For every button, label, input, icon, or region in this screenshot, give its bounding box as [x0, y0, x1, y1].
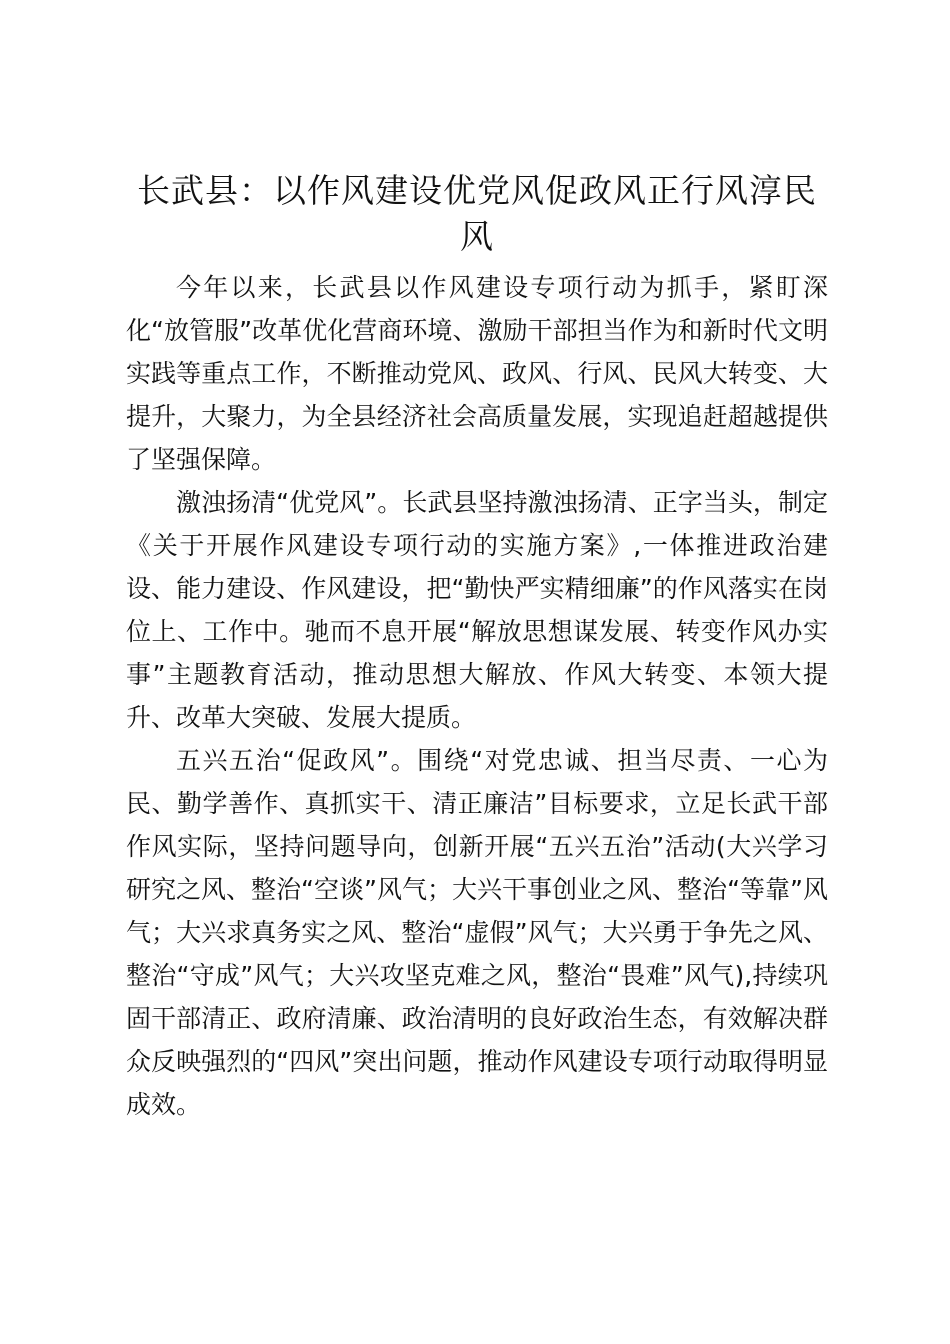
paragraph-government-style: 五兴五治“促政风”。围绕“对党忠诚、担当尽责、一心为民、勤学善作、真抓实干、清正廉洁”目标要求，立足长武干部作风实际，坚持问题导向，创新开展“五兴五治”活动(大兴学习研究之风、整治“空谈”风气；大兴干事创业之风、整治“等靠”风气；大兴求真务实之风、整治“虚假”风气；大兴勇于争先之风、整治“守成”风气；大兴攻坚克难之风，整治“畏难”风气),持续巩固干部清正、政府清廉、政治清明的良好政治生态，有效解决群众反映强烈的“四风”突出问题，推动作风建设专项行动取得明显成效。: [126, 746, 828, 1119]
paragraph-intro: 今年以来，长武县以作风建设专项行动为抓手，紧盯深化“放管服”改革优化营商环境、激励干部担当作为和新时代文明实践等重点工作，不断推动党风、政风、行风、民风大转变、大提升，大聚力，为全县经济社会高质量发展，实现追赶超越提供了坚强保障。: [126, 273, 828, 474]
paragraph-party-style: 激浊扬清“优党风”。长武县坚持激浊扬清、正字当头，制定《关于开展作风建设专项行动的实施方案》,一体推进政治建设、能力建设、作风建设，把“勤快严实精细廉”的作风落实在岗位上、工作中。驰而不息开展“解放思想谋发展、转变作风办实事”主题教育活动，推动思想大解放、作风大转变、本领大提升、改革大突破、发展大提质。: [126, 488, 828, 732]
article-title: 长武县：以作风建设优党风促政风正行风淳民风: [137, 171, 817, 256]
